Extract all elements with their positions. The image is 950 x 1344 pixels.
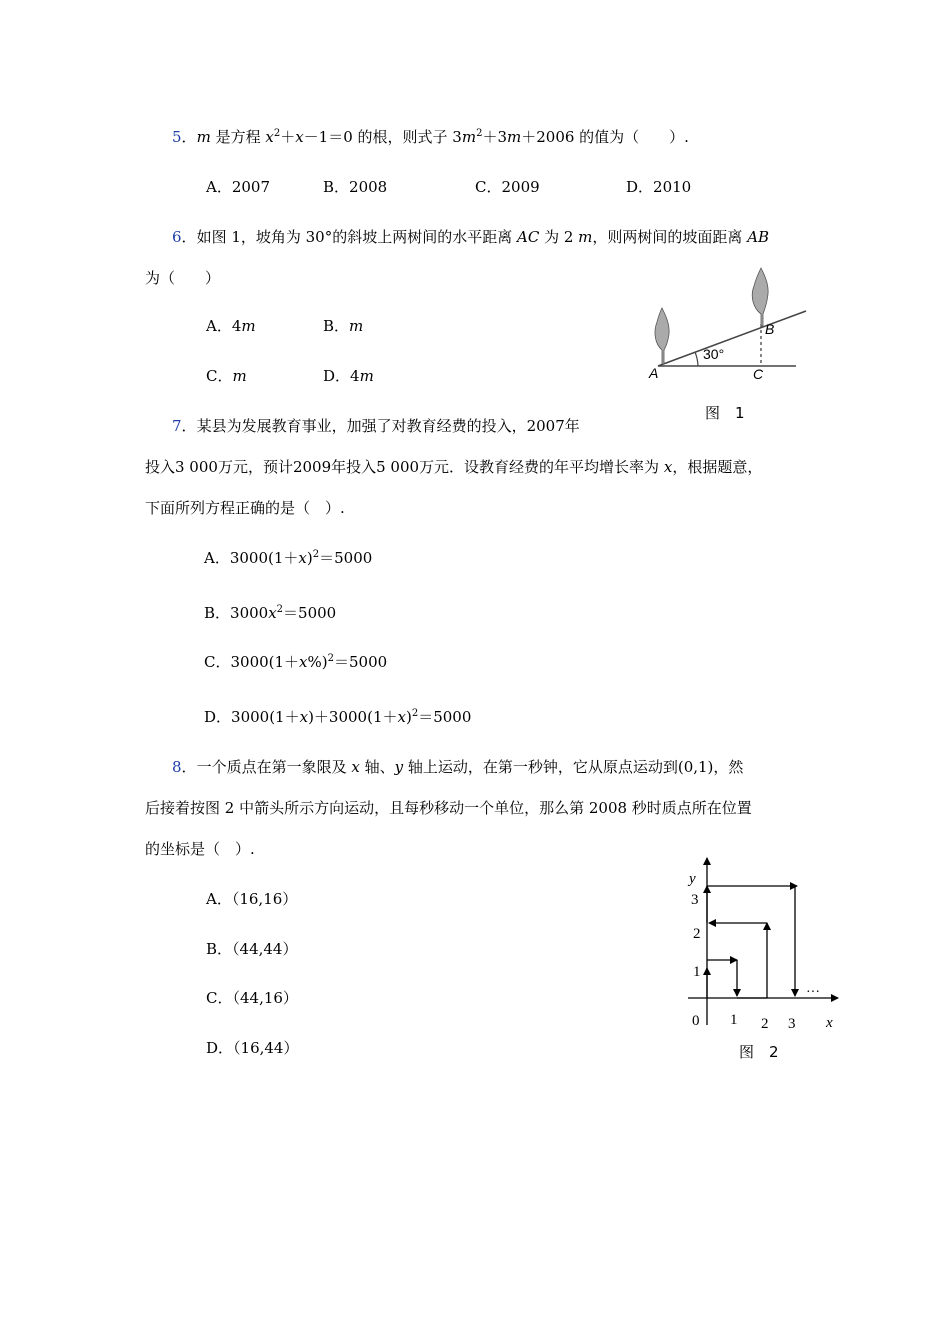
fig2-x-tick-2: 2 (761, 1016, 769, 1032)
q7-b-x: x (268, 604, 277, 622)
q7-text2b: ，根据题意， (672, 458, 763, 476)
q5-number: 5 (172, 128, 182, 146)
q7-number: 7 (172, 417, 182, 435)
q8-stem-line3: 的坐标是（ ）. (145, 840, 255, 858)
q7-d-exp: 2 (411, 708, 419, 719)
fig2-x-tick-3: 3 (788, 1016, 796, 1032)
q7-text1: 某县为发展教育事业，加强了对教育经费的投入，2007年 (196, 417, 580, 435)
slope-line (658, 311, 806, 366)
figure-2-path-diagram (680, 850, 850, 1035)
q6-option-d-text: D．4 (323, 367, 360, 385)
fig1-label-c: C (753, 366, 764, 382)
q7-text2a: 投入3 000万元，预计2009年投入5 000万元．设教育经费的年平均增长率为 (145, 458, 664, 476)
q7-d-part1: D．3000(1＋ (204, 708, 300, 726)
q5-var-x2: x (295, 128, 304, 146)
fig2-y-tick-1: 1 (693, 964, 701, 980)
q6-stem-line2: 为（ ） (145, 269, 221, 287)
q7-stem-line2 (145, 457, 762, 477)
q6-unit: m (578, 228, 593, 246)
fig2-origin-label: 0 (692, 1013, 700, 1029)
tree-a-icon (655, 308, 669, 364)
q7-option-a (204, 548, 372, 568)
q7-b-part2: ＝5000 (283, 604, 337, 622)
q6-option-b (323, 316, 363, 336)
q8-var-x: x (351, 758, 360, 776)
tree-b-icon (752, 268, 768, 326)
q5-text3: －1＝0 的根，则式子 3 (303, 128, 462, 146)
q7-c-part3: ＝5000 (334, 653, 388, 671)
q7-a-part1: A．3000(1＋ (204, 549, 299, 567)
q7-d-part4: ＝5000 (418, 708, 472, 726)
q5-var-x1: x (265, 128, 274, 146)
q7-d-part3: ) (405, 708, 412, 726)
fig1-angle-label: 30° (703, 346, 725, 362)
q8-number: 8 (172, 758, 182, 776)
q6-text1: 如图 1，坡角为 30°的斜坡上两树间的水平距离 (196, 228, 517, 246)
fig2-x-tick-1: 1 (730, 1012, 738, 1028)
q7-option-d (204, 707, 471, 727)
q7-d-x: x (299, 708, 309, 726)
q5-text1: 是方程 (210, 128, 266, 146)
q6-option-a (206, 316, 256, 336)
fig2-continuation-dots: ··· (806, 985, 820, 1000)
fig2-y-tick-2: 2 (693, 926, 701, 942)
q7-stem-line1 (172, 416, 580, 436)
q7-a-x: x (298, 549, 307, 567)
q8-text1b: 轴、 (359, 758, 395, 776)
q6-ac: AC (517, 228, 540, 246)
q6-option-d-unit: m (359, 367, 374, 385)
q6-number: 6 (172, 228, 182, 246)
q8-var-y: y (394, 758, 404, 776)
q5-option-c: C．2009 (475, 178, 540, 196)
q7-c-x: x (299, 653, 308, 671)
q5-text2: ＋ (280, 128, 296, 146)
q5-var-m: m (196, 128, 211, 146)
q8-stem-line2: 后接着按图 2 中箭头所示方向运动，且每秒移动一个单位，那么第 2008 秒时质点所在位置 (145, 799, 752, 817)
q8-option-a: A．（16,16） (206, 890, 298, 908)
q8-sep: ． (181, 758, 197, 776)
q5-sep: ． (181, 128, 197, 146)
q7-b-exp: 2 (276, 604, 284, 615)
q7-b-part1: B．3000 (204, 604, 269, 622)
q8-option-b: B．（44,44） (206, 940, 298, 958)
q7-option-b (204, 603, 336, 623)
q6-text3: ，则两树间的坡面距离 (592, 228, 748, 246)
q6-option-a-unit: m (241, 317, 256, 335)
q7-stem-line3: 下面所列方程正确的是（ ）. (145, 499, 345, 517)
q5-var-m3: m (507, 128, 522, 146)
q8-stem-line1 (172, 757, 743, 777)
q7-d-part2: )＋3000(1＋ (308, 708, 398, 726)
q7-option-c (204, 652, 387, 672)
q8-text1c: 轴上运动，在第一秒钟，它从原点运动到(0,1)，然 (403, 758, 744, 776)
q6-text2: 为 2 (539, 228, 579, 246)
q6-option-c (206, 366, 247, 386)
q6-stem (172, 227, 769, 247)
q6-option-c-unit: m (232, 367, 247, 385)
q6-option-b-text: B． (323, 317, 350, 335)
figure-2-caption: 图 2 (739, 1043, 779, 1061)
q5-text5: ＋2006 的值为（ ）. (521, 128, 689, 146)
q5-exp: 2 (273, 128, 281, 139)
q7-d-x2: x (397, 708, 406, 726)
fig2-y-tick-3: 3 (691, 892, 699, 908)
q7-var-x: x (663, 458, 673, 476)
q7-sep: ． (181, 417, 197, 435)
q6-option-c-text: C． (206, 367, 233, 385)
q5-var-m2: m (461, 128, 477, 146)
q7-c-part2: %) (307, 653, 328, 671)
q8-option-d: D．（16,44） (206, 1039, 299, 1057)
q5-option-a: A．2007 (206, 178, 271, 196)
figure-1-caption: 图 1 (705, 404, 745, 422)
q8-option-c: C．（44,16） (206, 989, 298, 1007)
fig1-label-a: A (649, 365, 659, 381)
q6-sep: ． (181, 228, 197, 246)
q6-option-d (323, 366, 374, 386)
q6-option-a-text: A．4 (206, 317, 242, 335)
q5-option-b: B．2008 (323, 178, 388, 196)
q8-text1a: 一个质点在第一象限及 (196, 758, 352, 776)
fig1-label-b: B (765, 321, 775, 337)
q7-a-part2: ) (306, 549, 313, 567)
angle-arc (695, 352, 698, 366)
q5-stem (172, 127, 689, 147)
q7-a-part3: ＝5000 (319, 549, 373, 567)
q5-text4: ＋3 (482, 128, 507, 146)
fig2-y-label: y (689, 871, 696, 887)
q5-option-d: D．2010 (626, 178, 692, 196)
q6-option-b-unit: m (349, 317, 364, 335)
q7-c-exp: 2 (327, 653, 334, 664)
q7-a-exp: 2 (312, 549, 320, 560)
q5-exp2: 2 (476, 128, 483, 139)
figure-1-slope-diagram (640, 262, 815, 387)
q7-c-part1: C．3000(1＋ (204, 653, 300, 671)
fig2-x-label: x (826, 1015, 833, 1031)
q6-ab: AB (747, 228, 770, 246)
